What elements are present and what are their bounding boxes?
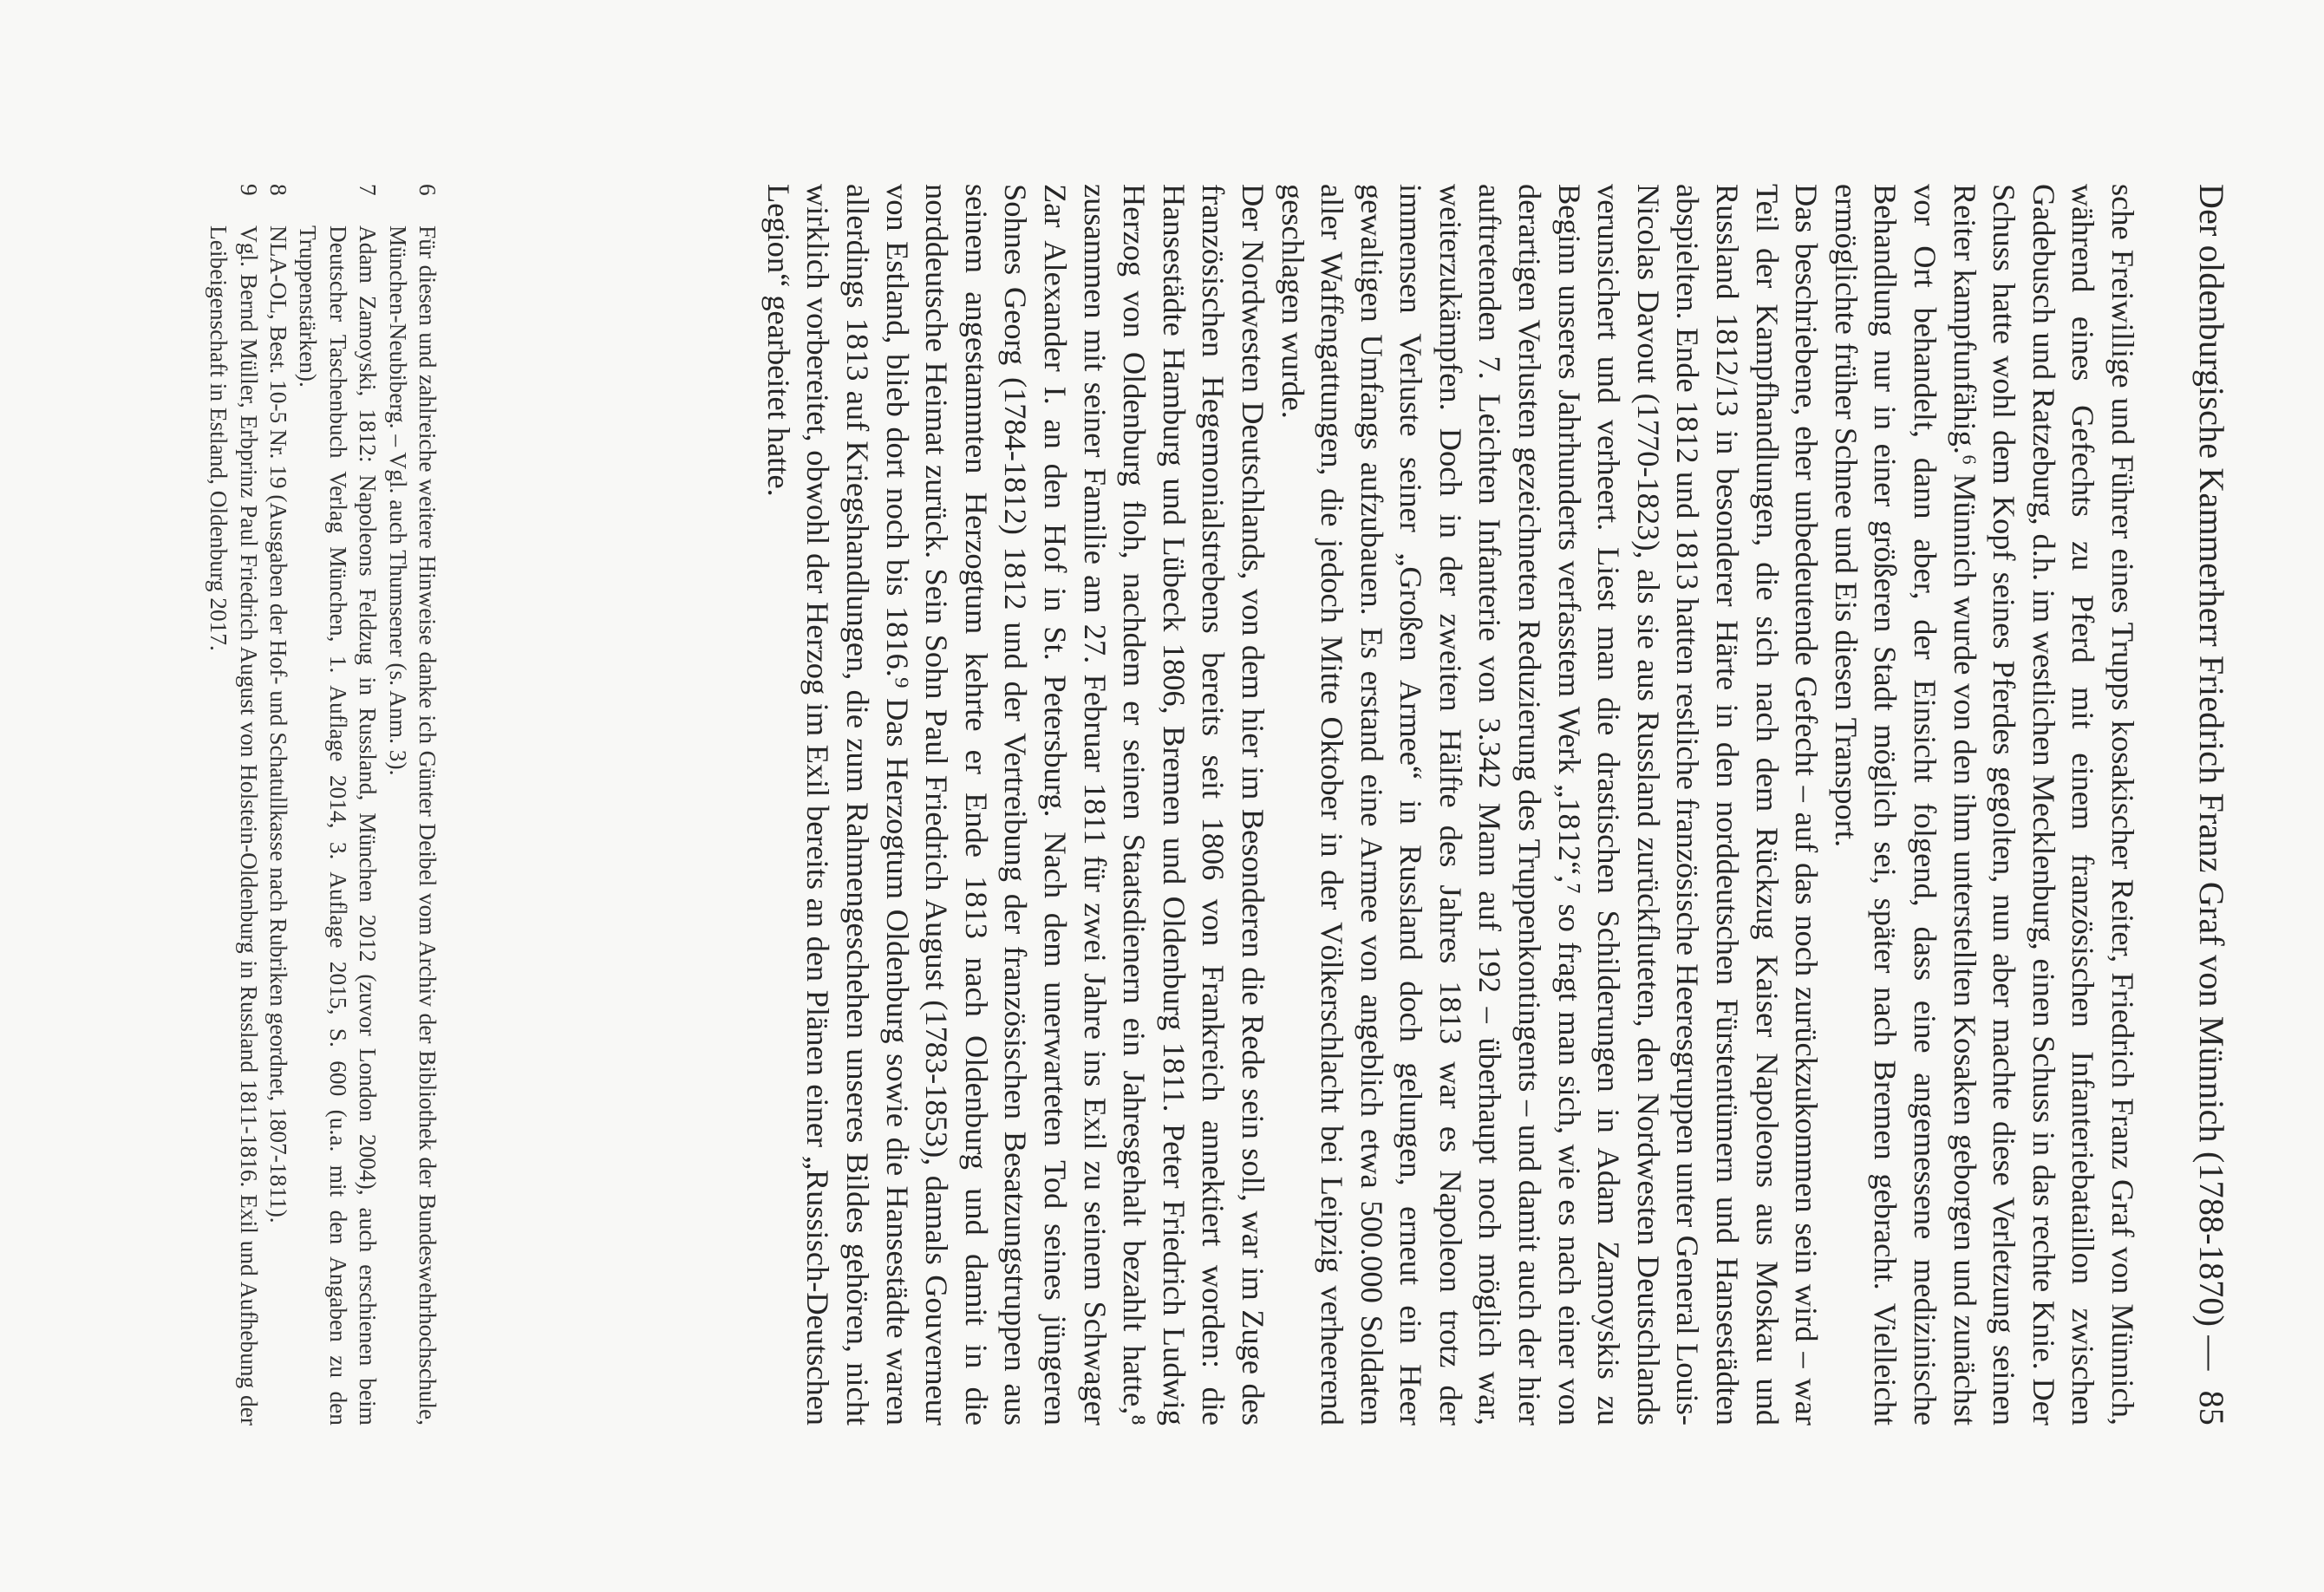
footnote-number: 7 [355,184,382,196]
page-number: 85 [2192,1390,2231,1426]
footnotes [204,184,442,1426]
footnote-text: Für diesen und zahlreiche weitere Hinweise danke ich Günter Deibel vom Archiv der Bibliothek der Bundeswehrhochschule, München-Neubiberg. – Vgl. auch Thumsener (s. Anm. 3). [384,225,441,1426]
footnote-text: Vgl. Bernd Müller, Erbprinz Paul Friedrich August von Holstein-Oldenburg in Russland 1811-1816. Exil und Aufhebung der Leibeigenschaft in Estland, Oldenburg 2017. [206,225,262,1426]
footnote-text: Adam Zamoyski, 1812: Napoleons Feldzug in Russland, München 2012 (zuvor London 2004), auch erschienen beim Deutscher Taschenbuch Verlag München, 1. Auflage 2014, 3. Auflage 2015, S. 600 (u.a. mit den Angaben zu den Truppenstärken). [295,225,382,1426]
body-text [758,184,2142,1426]
footnote-6 [382,184,442,1426]
running-head [2191,184,2232,1426]
footnote-number: 8 [264,184,291,196]
footnote-8 [264,184,293,1426]
body-paragraph-3: Der Nordwesten Deutschlands, von dem hier im Besonderen die Rede sein soll, war im Zuge des französischen Hegemonialstrebens bereits seit 1806 von Frankreich annektiert worden: die Hansestädte Hamburg und Lübeck 1806, Bremen und Oldenburg 1811. Peter Friedrich Ludwig Herzog von Oldenburg floh, nachdem er seinen Staatsdienern ein Jahresgehalt bezahlt hatte,⁸ zusammen mit seiner Familie am 27. Februar 1811 für zwei Jahre ins Exil zu seinem Schwager Zar Alexander I. an den Hof in St. Petersburg. Nach dem unerwarteten Tod seines jüngeren Sohnes Georg (1784-1812) 1812 und der Vertreibung der französischen Besatzungstruppen aus seinem angestammten Herzogtum kehrte er Ende 1813 nach Oldenburg und damit in die norddeutsche Heimat zurück. Sein Sohn Paul Friedrich August (1783-1853), damals Gouverneur von Estland, blieb dort noch bis 1816.⁹ Das Herzogtum Oldenburg sowie die Hansestädte waren allerdings 1813 auf Kriegshandlungen, die zum Rahmengeschehen unseres Bildes gehören, nicht wirklich vorbereitet, obwohl der Herzog im Exil bereits an den Plänen einer „Russisch-Deutschen Legion“ gearbeitet hatte. [761,184,1270,1426]
footnote-7 [293,184,382,1426]
footnote-number: 6 [415,184,441,196]
footnote-text: NLA-OL, Best. 10-5 Nr. 19 (Ausgaben der Hof- und Schatullkasse nach Rubriken geordnet, 1807-1811). [264,225,291,1223]
body-paragraph-2: Das beschriebene, eher unbedeutende Gefecht – auf das noch zurückzukommen sein wird – war Teil der Kampfhandlungen, die sich nach dem Rückzug Kaiser Napoleons aus Moskau und Russland 1812/13 in besonderer Härte in den norddeutschen Fürstentümern und Hansestädten abspielten. Ende 1812 und 1813 hatten restliche französische Heeresgruppen unter General Louis-Nicolas Davout (1770-1823), als sie aus Russland zurückfluteten, den Nordwesten Deutschlands verunsichert und verheert. Liest man die drastischen Schilderungen in Adam Zamoyskis zu Beginn unseres Jahrhunderts verfasstem Werk „1812“,⁷ so fragt man sich, wie es nach einer von derartigen Verlusten gezeichneten Reduzierung des Truppenkontingents – und damit auch der hier auftretenden 7. Leichten Infanterie von 3.342 Mann auf 192 – überhaupt noch möglich war, weiterzukämpfen. Doch in der zweiten Hälfte des Jahres 1813 war es Napoleon trotz der immensen Verluste seiner „Großen Armee“ in Russland doch gelungen, erneut ein Heer gewaltigen Umfangs aufzubauen. Es erstand eine Armee von angeblich etwa 500.000 Soldaten aller Waffengattungen, die jedoch Mitte Oktober in der Völkerschlacht bei Leipzig verheerend geschlagen wurde. [1275,184,1825,1426]
footnote-number: 9 [235,184,262,196]
body-paragraph-1: sche Freiwillige und Führer eines Trupps kosakischer Reiter, Friedrich Franz Graf von Münnich, während eines Gefechts zu Pferd mit einem französischen Infanteriebataillon zwischen Gadebusch und Ratzeburg, d.h. im westlichen Mecklenburg, einen Schuss in das rechte Knie. Der Schuss hatte wohl dem Kopf seines Pferdes gegolten, nun aber machte diese Verletzung seinen Reiter kampfunfähig.⁶ Münnich wurde von den ihm unterstellten Kosaken geborgen und zunächst vor Ort behandelt, dann aber, der Einsicht folgend, dass eine angemessene medizinische Behandlung nur in einer größeren Stadt möglich sei, später nach Bremen gebracht. Vielleicht ermöglichte früher Schnee und Eis diesen Transport. [1828,184,2140,1426]
running-head-title: Der oldenburgische Kammerherr Friedrich Franz Graf von Münnich (1788-1870) — [2192,184,2231,1371]
footnote-9 [204,184,264,1426]
